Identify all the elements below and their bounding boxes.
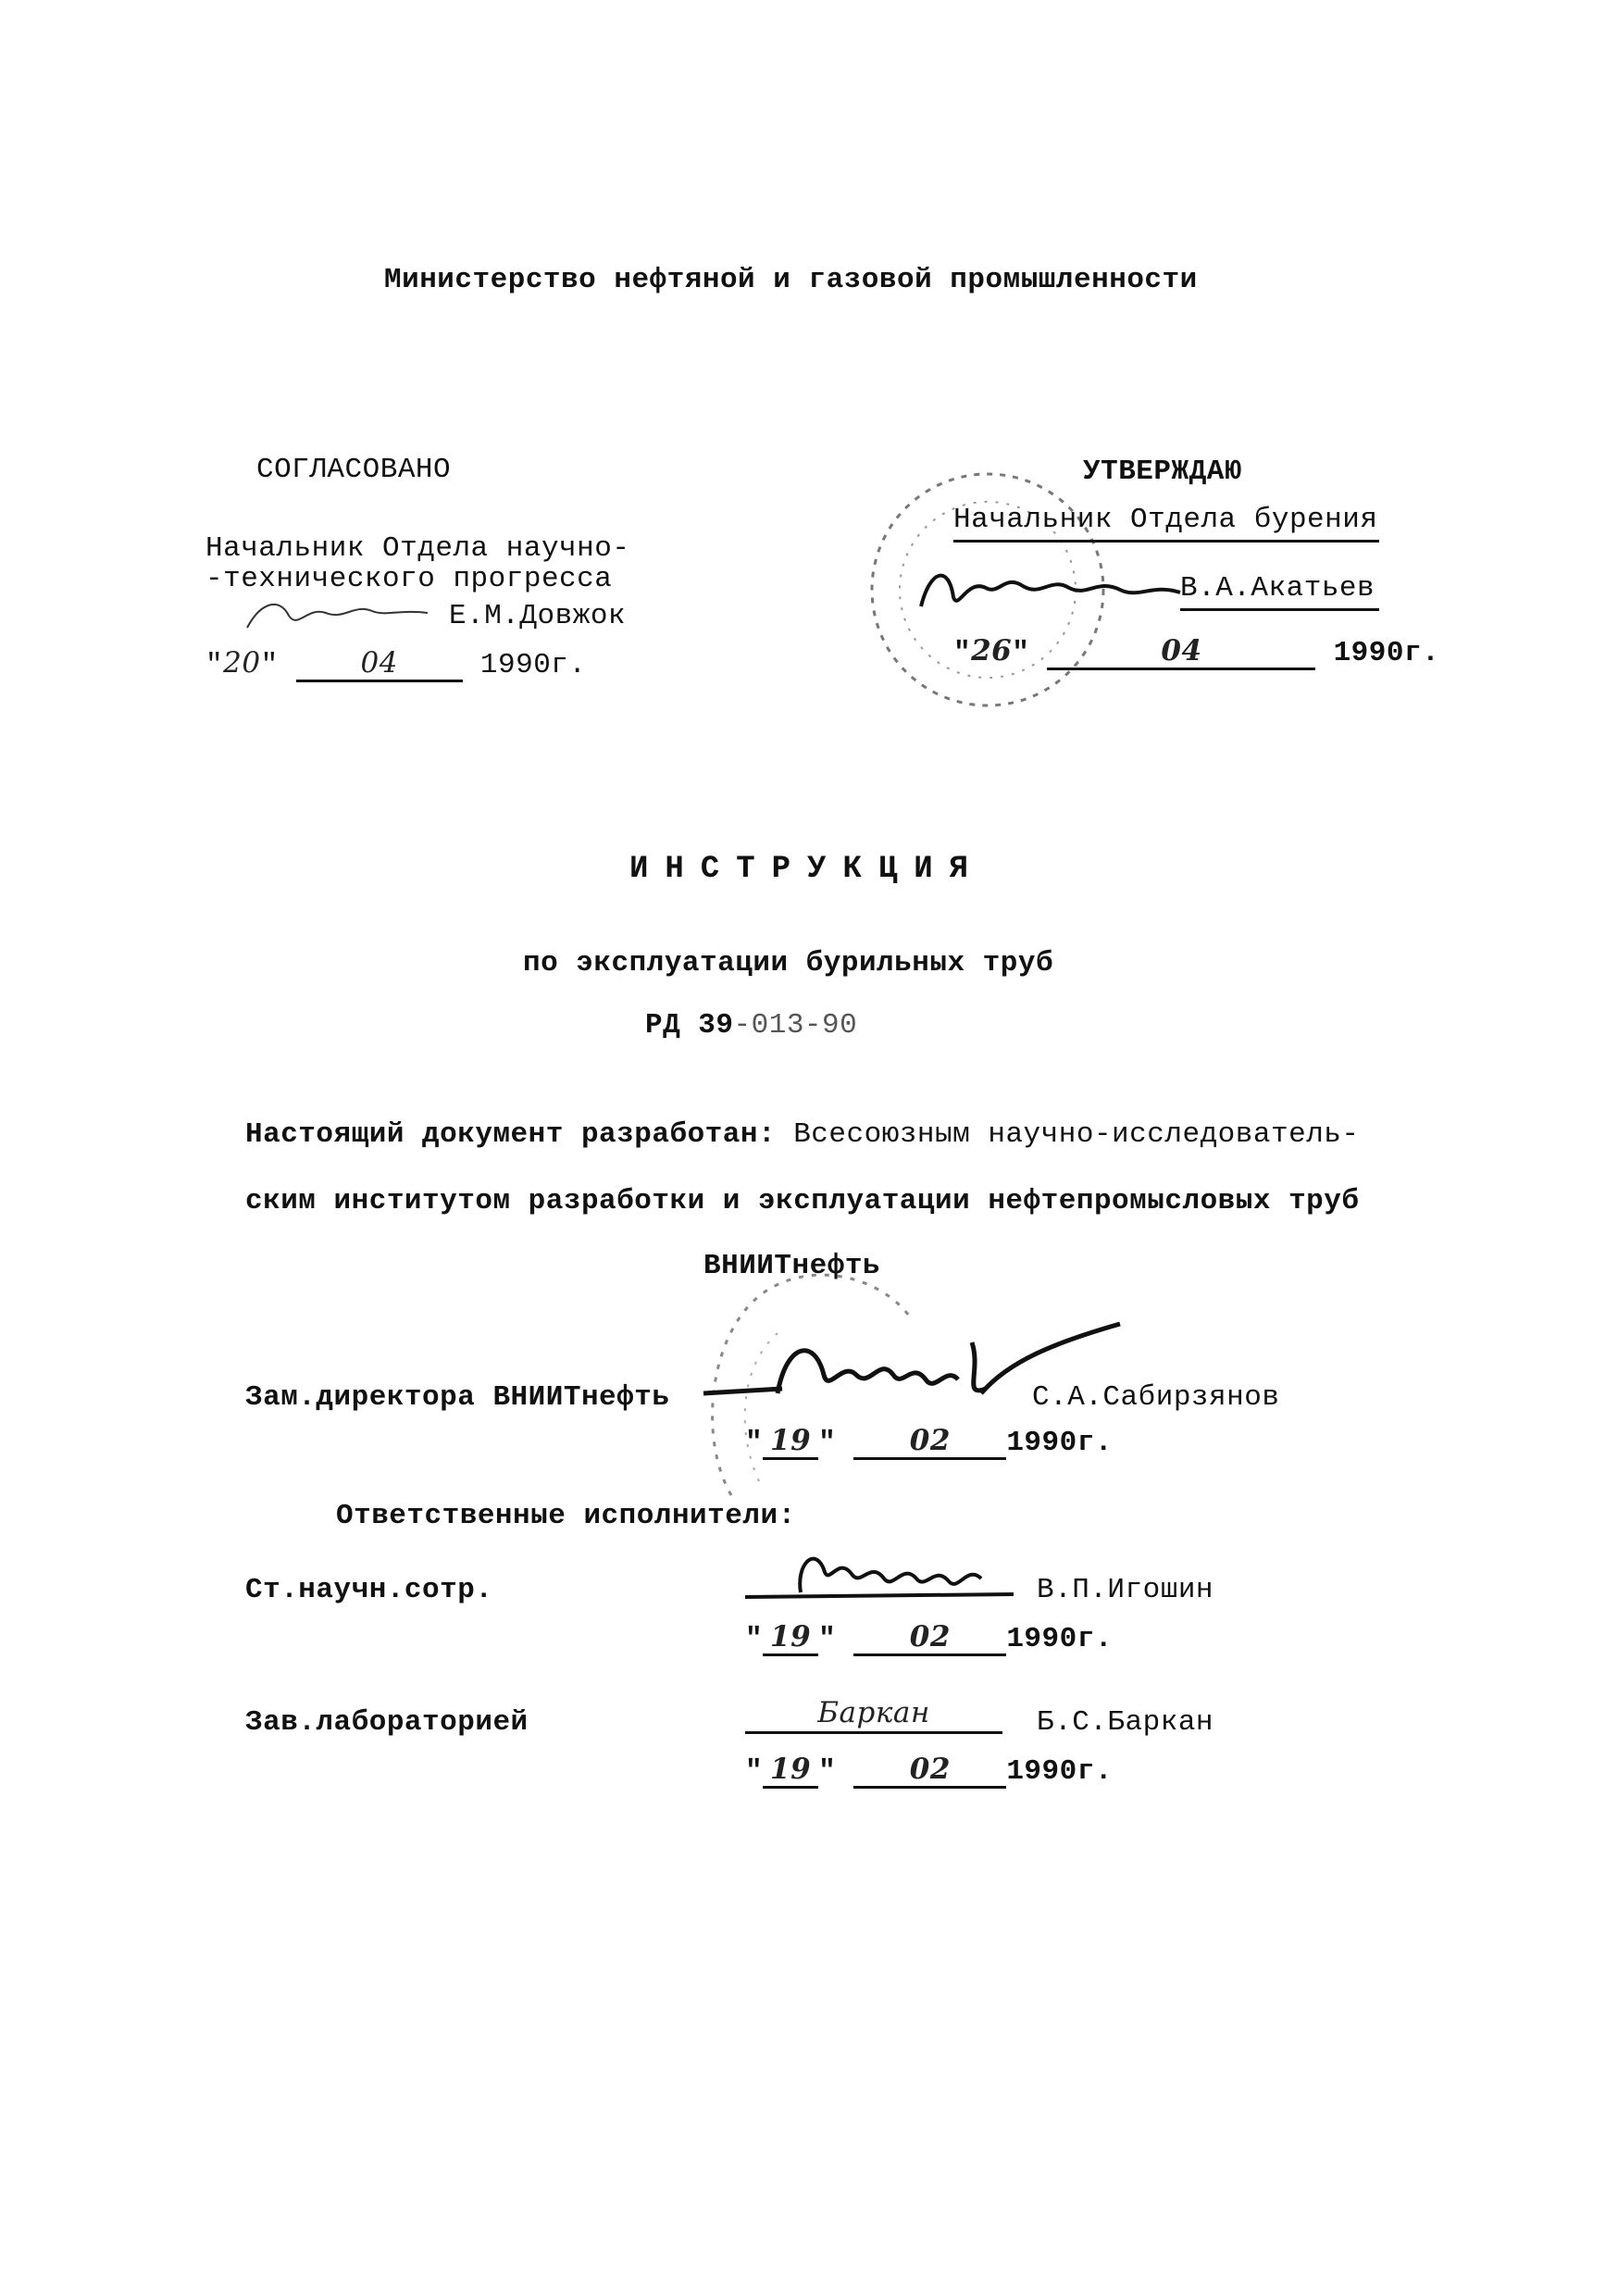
left-name: Е.М.Довжок [449, 600, 627, 632]
document-code-prefix: РД 39 [645, 1009, 734, 1042]
developer-line1-rest: Всесоюзным научно-исследователь- [793, 1118, 1360, 1151]
left-date-year: 1990г. [479, 649, 587, 681]
left-position-line2: -технического прогресса [205, 563, 613, 595]
developer-org: ВНИИТнефть [703, 1250, 881, 1282]
left-date: "20" 04 1990г. [205, 646, 587, 681]
lab-head-date-day: 19 [763, 1753, 818, 1789]
left-heading: СОГЛАСОВАНО [256, 454, 452, 486]
developer-label: Настоящий документ разработан: [245, 1118, 777, 1151]
deputy-role: Зам.директора ВНИИТнефть [245, 1381, 670, 1414]
ministry-header: Министерство нефтяной и газовой промышленности [384, 264, 1198, 296]
lab-head-date-month: 02 [853, 1753, 1006, 1789]
senior-date-year: 1990г. [1006, 1623, 1113, 1655]
document-subtitle: по эксплуатации бурильных труб [523, 947, 1054, 980]
lab-head-name: Б.С.Баркан [1037, 1706, 1214, 1739]
lab-head-role: Зав.лабораторией [245, 1706, 529, 1739]
right-heading: УТВЕРЖДАЮ [1083, 455, 1242, 488]
right-name: В.А.Акатьев [1180, 572, 1379, 611]
left-date-month: 04 [296, 646, 463, 682]
deputy-date-year: 1990г. [1006, 1427, 1113, 1459]
senior-role: Ст.научн.сотр. [245, 1574, 493, 1606]
deputy-name: С.А.Сабирзянов [1032, 1381, 1280, 1414]
akatyev-signature [912, 560, 1189, 616]
deputy-date-month: 02 [853, 1424, 1006, 1460]
senior-name: В.П.Игошин [1037, 1574, 1214, 1606]
senior-date-day: 19 [763, 1620, 818, 1656]
lab-head-date: " 19 " 02 1990г. [745, 1753, 1113, 1788]
lab-head-signature: Баркан [745, 1696, 1002, 1734]
developer-line1 [245, 1118, 1360, 1151]
lab-head-date-year: 1990г. [1006, 1755, 1113, 1788]
senior-date: " 19 " 02 1990г. [745, 1620, 1113, 1655]
senior-date-month: 02 [853, 1620, 1006, 1656]
document-code [645, 1009, 857, 1042]
right-date-day: 26 [971, 634, 1013, 668]
right-date-year: 1990г. [1333, 637, 1440, 669]
document-title: ИНСТРУКЦИЯ [629, 852, 986, 887]
right-position: Начальник Отдела бурения [953, 504, 1379, 543]
left-position-line1: Начальник Отдела научно- [205, 532, 630, 565]
dovzhok-signature [243, 593, 432, 634]
developer-line2: ским институтом разработки и эксплуатации нефтепромысловых труб [245, 1185, 1360, 1217]
executors-heading: Ответственные исполнители: [336, 1500, 796, 1532]
igoshin-signature [745, 1537, 1018, 1602]
right-date-month: 04 [1047, 634, 1315, 670]
deputy-date: " 19 " 02 1990г. [745, 1424, 1113, 1459]
right-date: "26" 04 1990г. [953, 634, 1440, 669]
document-code-number: -013-90 [733, 1009, 858, 1042]
deputy-date-day: 19 [763, 1424, 818, 1460]
left-date-day: 20 [223, 646, 261, 680]
